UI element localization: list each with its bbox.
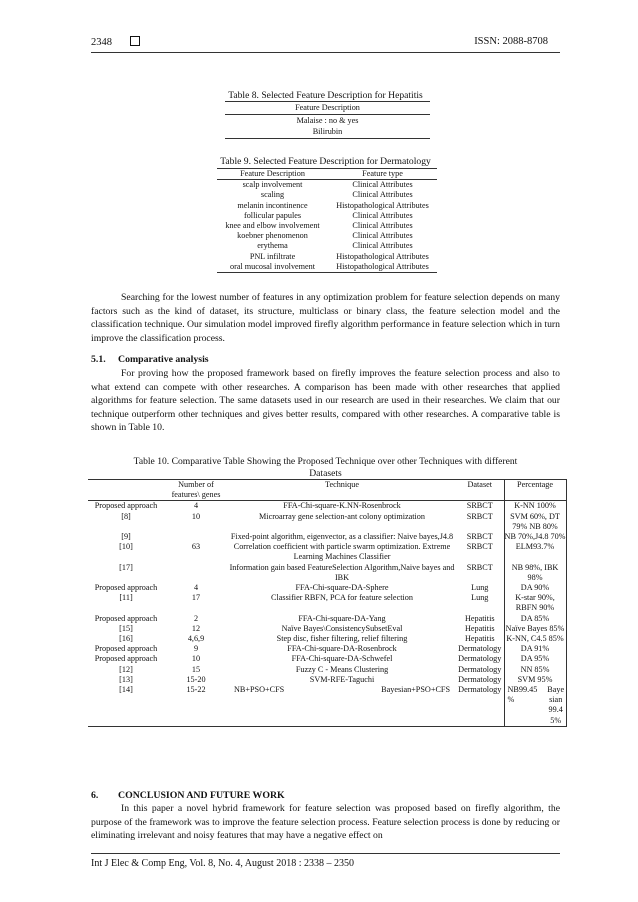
table-row: [13] 15-20 SVM-RFE-Taguchi Dermatology SVM 95% xyxy=(88,675,566,685)
table-row: [9] Fixed-point algorithm, eigenvector, as a classifier: Naive bayes,J4.8 SRBCT NB 70%,J4.8 70% xyxy=(121,532,566,542)
table-row: [10] 63 Correlation coefficient with particle swarm optimization. Extreme Learning Machines Classifier SRBCT ELM93.7% xyxy=(88,542,566,562)
table9-header: Feature Description xyxy=(240,169,305,178)
table9-cell: Clinical Attributes xyxy=(352,241,413,251)
journal-issn: ISSN: 2088-8708 xyxy=(474,36,548,47)
comparison-table xyxy=(88,479,567,727)
table9-header: Feature type xyxy=(362,169,403,178)
table-header: Number of features\ genes xyxy=(164,480,228,501)
table-header: Technique xyxy=(228,480,456,501)
table9-cell: erythema xyxy=(257,241,288,251)
table10-caption: Table 10. Comparative Table Showing the Proposed Technique over other Techniques with different Datasets xyxy=(133,456,518,479)
header-divider xyxy=(91,52,560,53)
table-row: [14] 15-22 NB+PSO+CFS Bayesian+PSO+CFS Dermatology NB99.45 % Baye sian 99.4 5% xyxy=(88,685,566,726)
table9-cell: Clinical Attributes xyxy=(352,210,413,220)
body-paragraph: Searching for the lowest number of features in any optimization problem for feature selection depends on many factors such as the kind of dataset, its structure, multiclass or binary class, the feature selection model and the classification technique. Our simulation model improved firefly algorithm performance in feature selection which in turn improve the classification process. xyxy=(91,292,560,344)
square-bullet-icon xyxy=(130,36,140,46)
table9-cell: knee and elbow involvement xyxy=(225,221,320,231)
table9 xyxy=(217,168,437,273)
table9-cell: Histopathological Attributes xyxy=(336,251,429,261)
table9-cell: Clinical Attributes xyxy=(352,190,413,200)
table-row: [15] 12 Naïve Bayes\ConsistencySubsetEval Hepatitis Naïve Bayes 85% xyxy=(119,623,565,633)
table9-cell: koebner phenomenon xyxy=(237,231,308,241)
table9-cell: Clinical Attributes xyxy=(352,180,413,190)
table8-header: Feature Description xyxy=(225,102,430,115)
table9-cell: oral mucosal involvement xyxy=(230,261,316,271)
section-paragraph: For proving how the proposed framework based on firefly improves the feature selection process and also to what extend can compete with other researches. A comparison has been made with other researches that applied algorithms for feature selection. The same datasets used in our research are used in their researches. We claim that our technique outperform other techniques and gives better results, compared with other researches. A comparative table is shown in Table 10. xyxy=(91,368,560,433)
table-row: [17] Information gain based FeatureSelection Algorithm,Naive bayes and IBK SRBCT NB 98%, IBK 98% xyxy=(88,563,566,583)
table-row: [11] 17 Classifier RBFN, PCA for feature selection Lung K-star 90%, RBFN 90% xyxy=(88,593,566,613)
table9-cell: scaling xyxy=(260,190,285,200)
table-row: [8] 10 Microarray gene selection-ant colony optimization SRBCT SVM 60%, DT 79% NB 80% xyxy=(88,512,566,532)
table9-cell: Histopathological Attributes xyxy=(336,200,429,210)
table-row: [12] 15 Fuzzy C - Means Clustering Dermatology NN 85% xyxy=(88,665,566,675)
table-row: [16] 4,6,9 Step disc, fisher filtering, relief filtering Hepatitis K-NN, C4.5 85% xyxy=(88,634,566,644)
section-paragraph: In this paper a novel hybrid framework for feature selection was proposed based on firefly algorithm, the purpose of the framework was to improve the feature selection process. Feature selection process is done by reducing or eliminating irrelevant and noisy features that may have a negative effect on xyxy=(91,803,560,841)
table8-cell: Malaise : no & yes xyxy=(296,115,359,125)
table8 xyxy=(225,101,430,139)
table9-cell: Histopathological Attributes xyxy=(336,261,429,271)
table9-cell: scalp involvement xyxy=(242,180,303,190)
page-number: 2348 xyxy=(91,36,140,48)
section-heading: 6. CONCLUSION AND FUTURE WORK xyxy=(91,790,285,801)
table-row: Proposed approach 4 FFA-Chi-square-DA-Sphere Lung DA 90% xyxy=(88,583,566,593)
table-row: Proposed approach 10 FFA-Chi-square-DA-Schwefel Dermatology DA 95% xyxy=(88,654,566,664)
footer-divider xyxy=(91,853,560,854)
table-row: Proposed approach 2 FFA-Chi-square-DA-Yang Hepatitis DA 85% xyxy=(88,614,566,624)
table-header: Dataset xyxy=(456,480,504,501)
table8-caption: Table 8. Selected Feature Description for Hepatitis xyxy=(228,90,423,101)
table9-cell: melanin incontinence xyxy=(237,200,308,210)
journal-citation: Int J Elec & Comp Eng, Vol. 8, No. 4, August 2018 : 2338 – 2350 xyxy=(91,858,354,869)
table-row: Proposed approach 9 FFA-Chi-square-DA-Rosenbrock Dermatology DA 91% xyxy=(88,644,566,654)
table9-caption: Table 9. Selected Feature Description for Dermatology xyxy=(220,156,431,167)
table8-cell: Bilirubin xyxy=(225,126,430,138)
table9-cell: Clinical Attributes xyxy=(352,231,413,241)
table-header: Percentage xyxy=(504,480,566,501)
section-heading: 5.1. Comparative analysis xyxy=(91,354,209,365)
table-row: Proposed approach 4 FFA-Chi-square-K.NN-Rosenbrock SRBCT K-NN 100% xyxy=(88,501,566,512)
table9-cell: PNL infiltrate xyxy=(249,251,296,261)
table-header xyxy=(88,480,164,501)
table9-cell: Clinical Attributes xyxy=(352,221,413,231)
table9-cell: follicular papules xyxy=(243,210,302,220)
